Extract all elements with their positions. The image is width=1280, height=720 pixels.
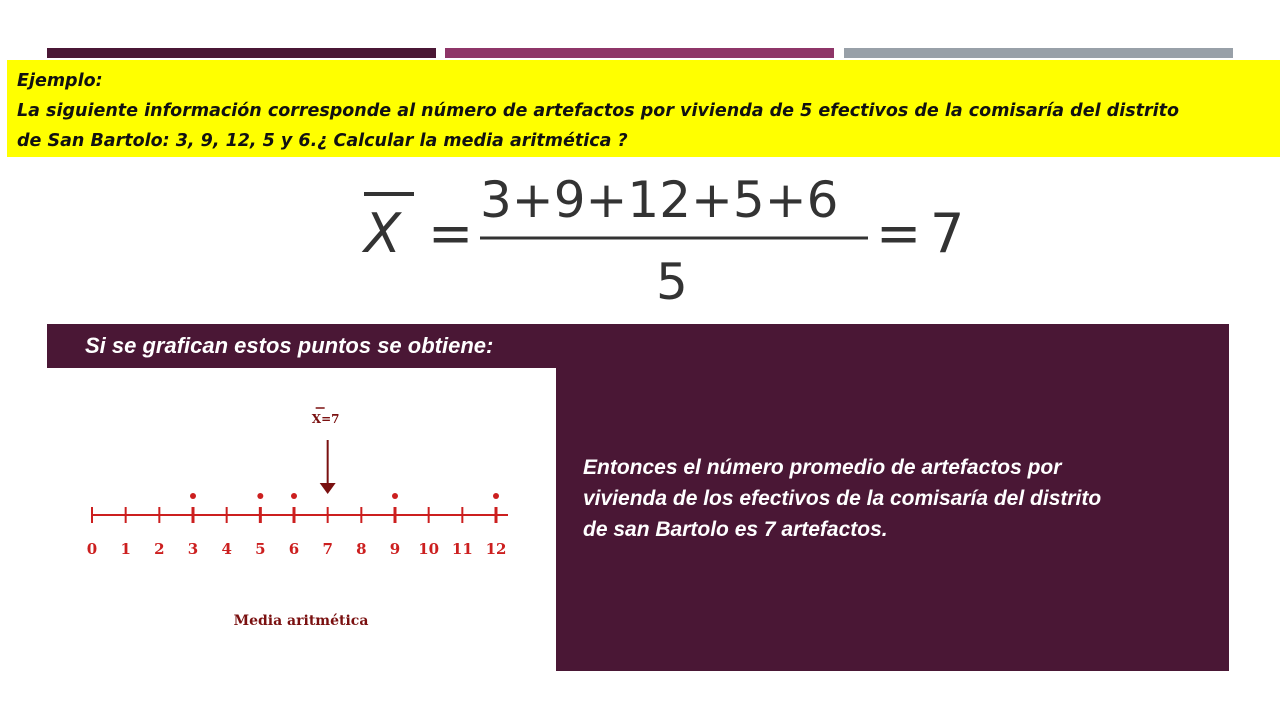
example-line-2: de San Bartolo: 3, 9, 12, 5 y 6.¿ Calcular la media aritmética ? [17,131,628,151]
conclusion-text [583,452,1193,545]
mean-arrow-head [320,483,336,494]
data-point-3 [190,493,196,499]
data-point-6 [291,493,297,499]
tick-label-3: 3 [187,540,199,558]
equals-sign: = [428,202,474,265]
data-point-5 [257,493,263,499]
tick-label-12: 12 [485,540,507,558]
example-heading: Ejemplo: [17,71,103,91]
tick-label-0: 0 [86,540,98,558]
graph-label: Si se grafican estos puntos se obtiene: [85,333,494,358]
tick-label-11: 11 [451,540,473,558]
conclusion-line-2: vivienda de los efectivos de la comisaría del distrito [583,487,1102,510]
tick-label-5: 5 [255,540,266,558]
number-line-chart [60,395,540,645]
tick-label-8: 8 [356,540,367,558]
mean-formula [350,162,990,312]
result: 7 [930,202,965,265]
accent-bar-magenta [445,48,834,58]
conclusion-line-3: de san Bartolo es 7 artefactos. [583,518,888,541]
conclusion-line-1: Entonces el número promedio de artefactos por [583,456,1062,479]
tick-label-7: 7 [322,540,333,558]
numerator: 3+9+12+5+6 [480,171,839,229]
chart-caption: Media aritmética [233,613,369,629]
tick-label-1: 1 [120,540,131,558]
example-line-1: La siguiente información corresponde al número de artefactos por vivienda de 5 efectivos de la comisaría del distrito [17,101,1179,121]
mean-label: X=7 [311,412,340,426]
tick-label-10: 10 [418,540,440,558]
equals-sign-2: = [876,202,922,265]
accent-bar-gray [844,48,1233,58]
mean-symbol: X [364,202,401,265]
example-box [7,60,1280,157]
tick-label-9: 9 [389,540,401,558]
data-point-9 [392,493,398,499]
tick-label-2: 2 [154,540,165,558]
tick-label-4: 4 [221,540,232,558]
denominator: 5 [656,253,688,311]
accent-bar-dark [47,48,436,58]
data-point-12 [493,493,499,499]
tick-label-6: 6 [288,540,300,558]
